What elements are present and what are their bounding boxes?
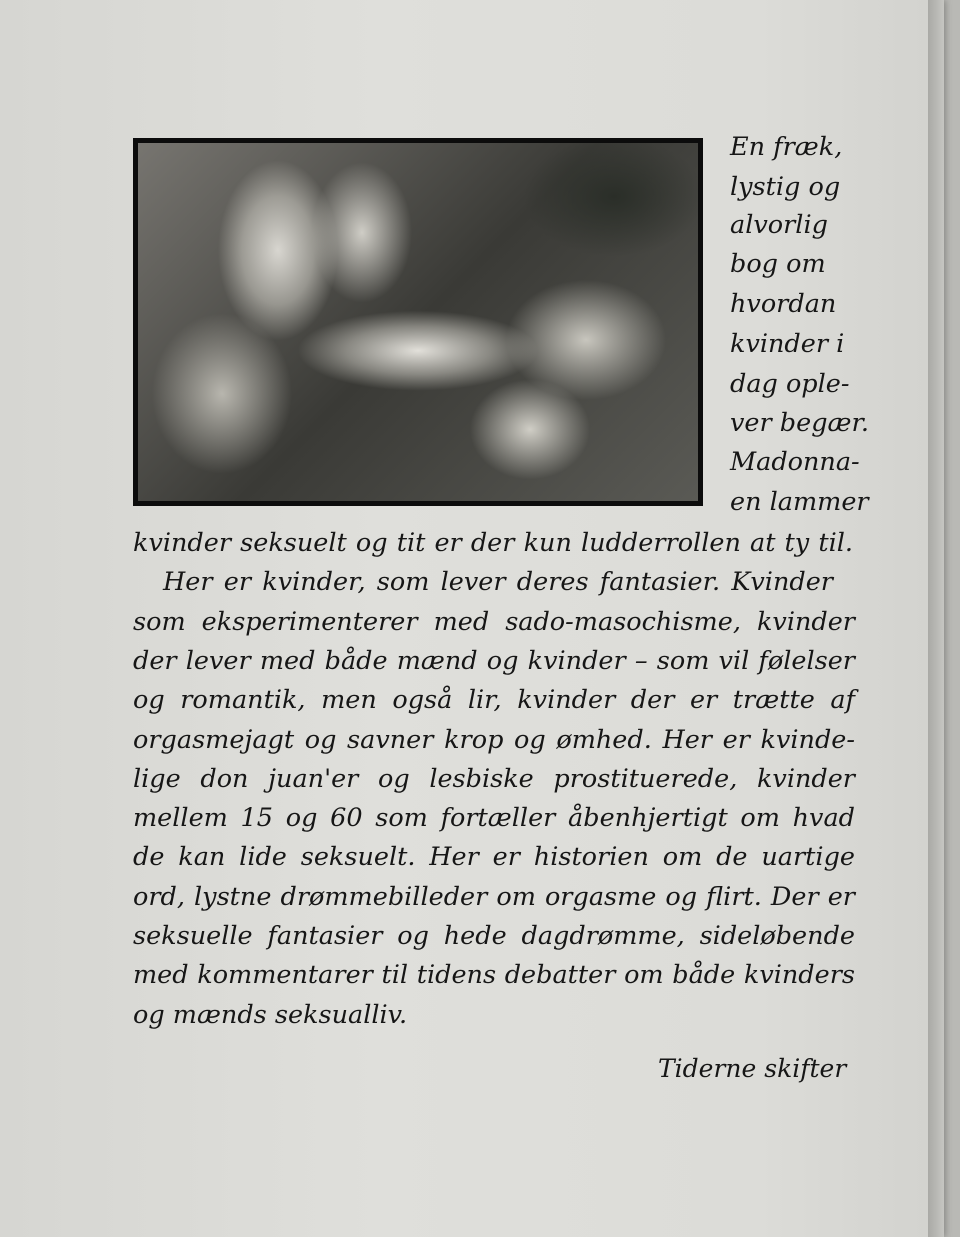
illustration-image [138,143,698,501]
side-text-line: alvorlig [730,210,828,240]
cover-edge [928,0,944,1237]
cover-illustration [133,138,703,506]
blurb-line: med kommentarer til tidens debatter om både kvinders [133,960,855,991]
blurb-line: kvinder seksuelt og tit er der kun ludderrollen at ty til. [133,528,853,558]
side-text-line: hvordan [730,289,837,319]
side-text-line: en lammer [730,487,869,517]
side-text-line: ver begær. [730,408,869,438]
blurb-line: mellem 15 og 60 som fortæller åbenhjertigt om hvad [133,803,855,834]
blurb-line: der lever med både mænd og kvinder – som vil følelser [133,645,855,676]
blurb-line: seksuelle fantasier og hede dagdrømme, sideløbende [133,921,855,951]
publisher-name: Tiderne skifter [658,1054,847,1083]
blurb-line: og mænds seksualliv. [133,999,408,1030]
blurb-line: og romantik, men også lir, kvinder der er trætte af [133,685,855,716]
blurb-line: orgasmejagt og savner krop og ømhed. Her er kvinde- [133,724,855,755]
side-text-line: En fræk, [730,132,843,162]
blurb-line: ord, lystne drømmebilleder om orgasme og flirt. Der er [133,881,855,912]
side-text-line: bog om [730,249,826,279]
side-text-line: dag ople- [730,369,850,399]
side-text-line: Madonna- [730,447,860,477]
side-text-line: kvinder i [730,329,845,359]
blurb-line: som eksperimenterer med sado-masochisme, kvinder [133,606,855,637]
blurb-line: de kan lide seksuelt. Her er historien om de uartige [133,842,855,873]
blurb-line: lige don juan'er og lesbiske prostituerede, kvinder [133,763,855,794]
blurb-line: Her er kvinder, som lever deres fantasier. Kvinder [163,567,833,598]
side-text-line: lystig og [730,172,841,202]
